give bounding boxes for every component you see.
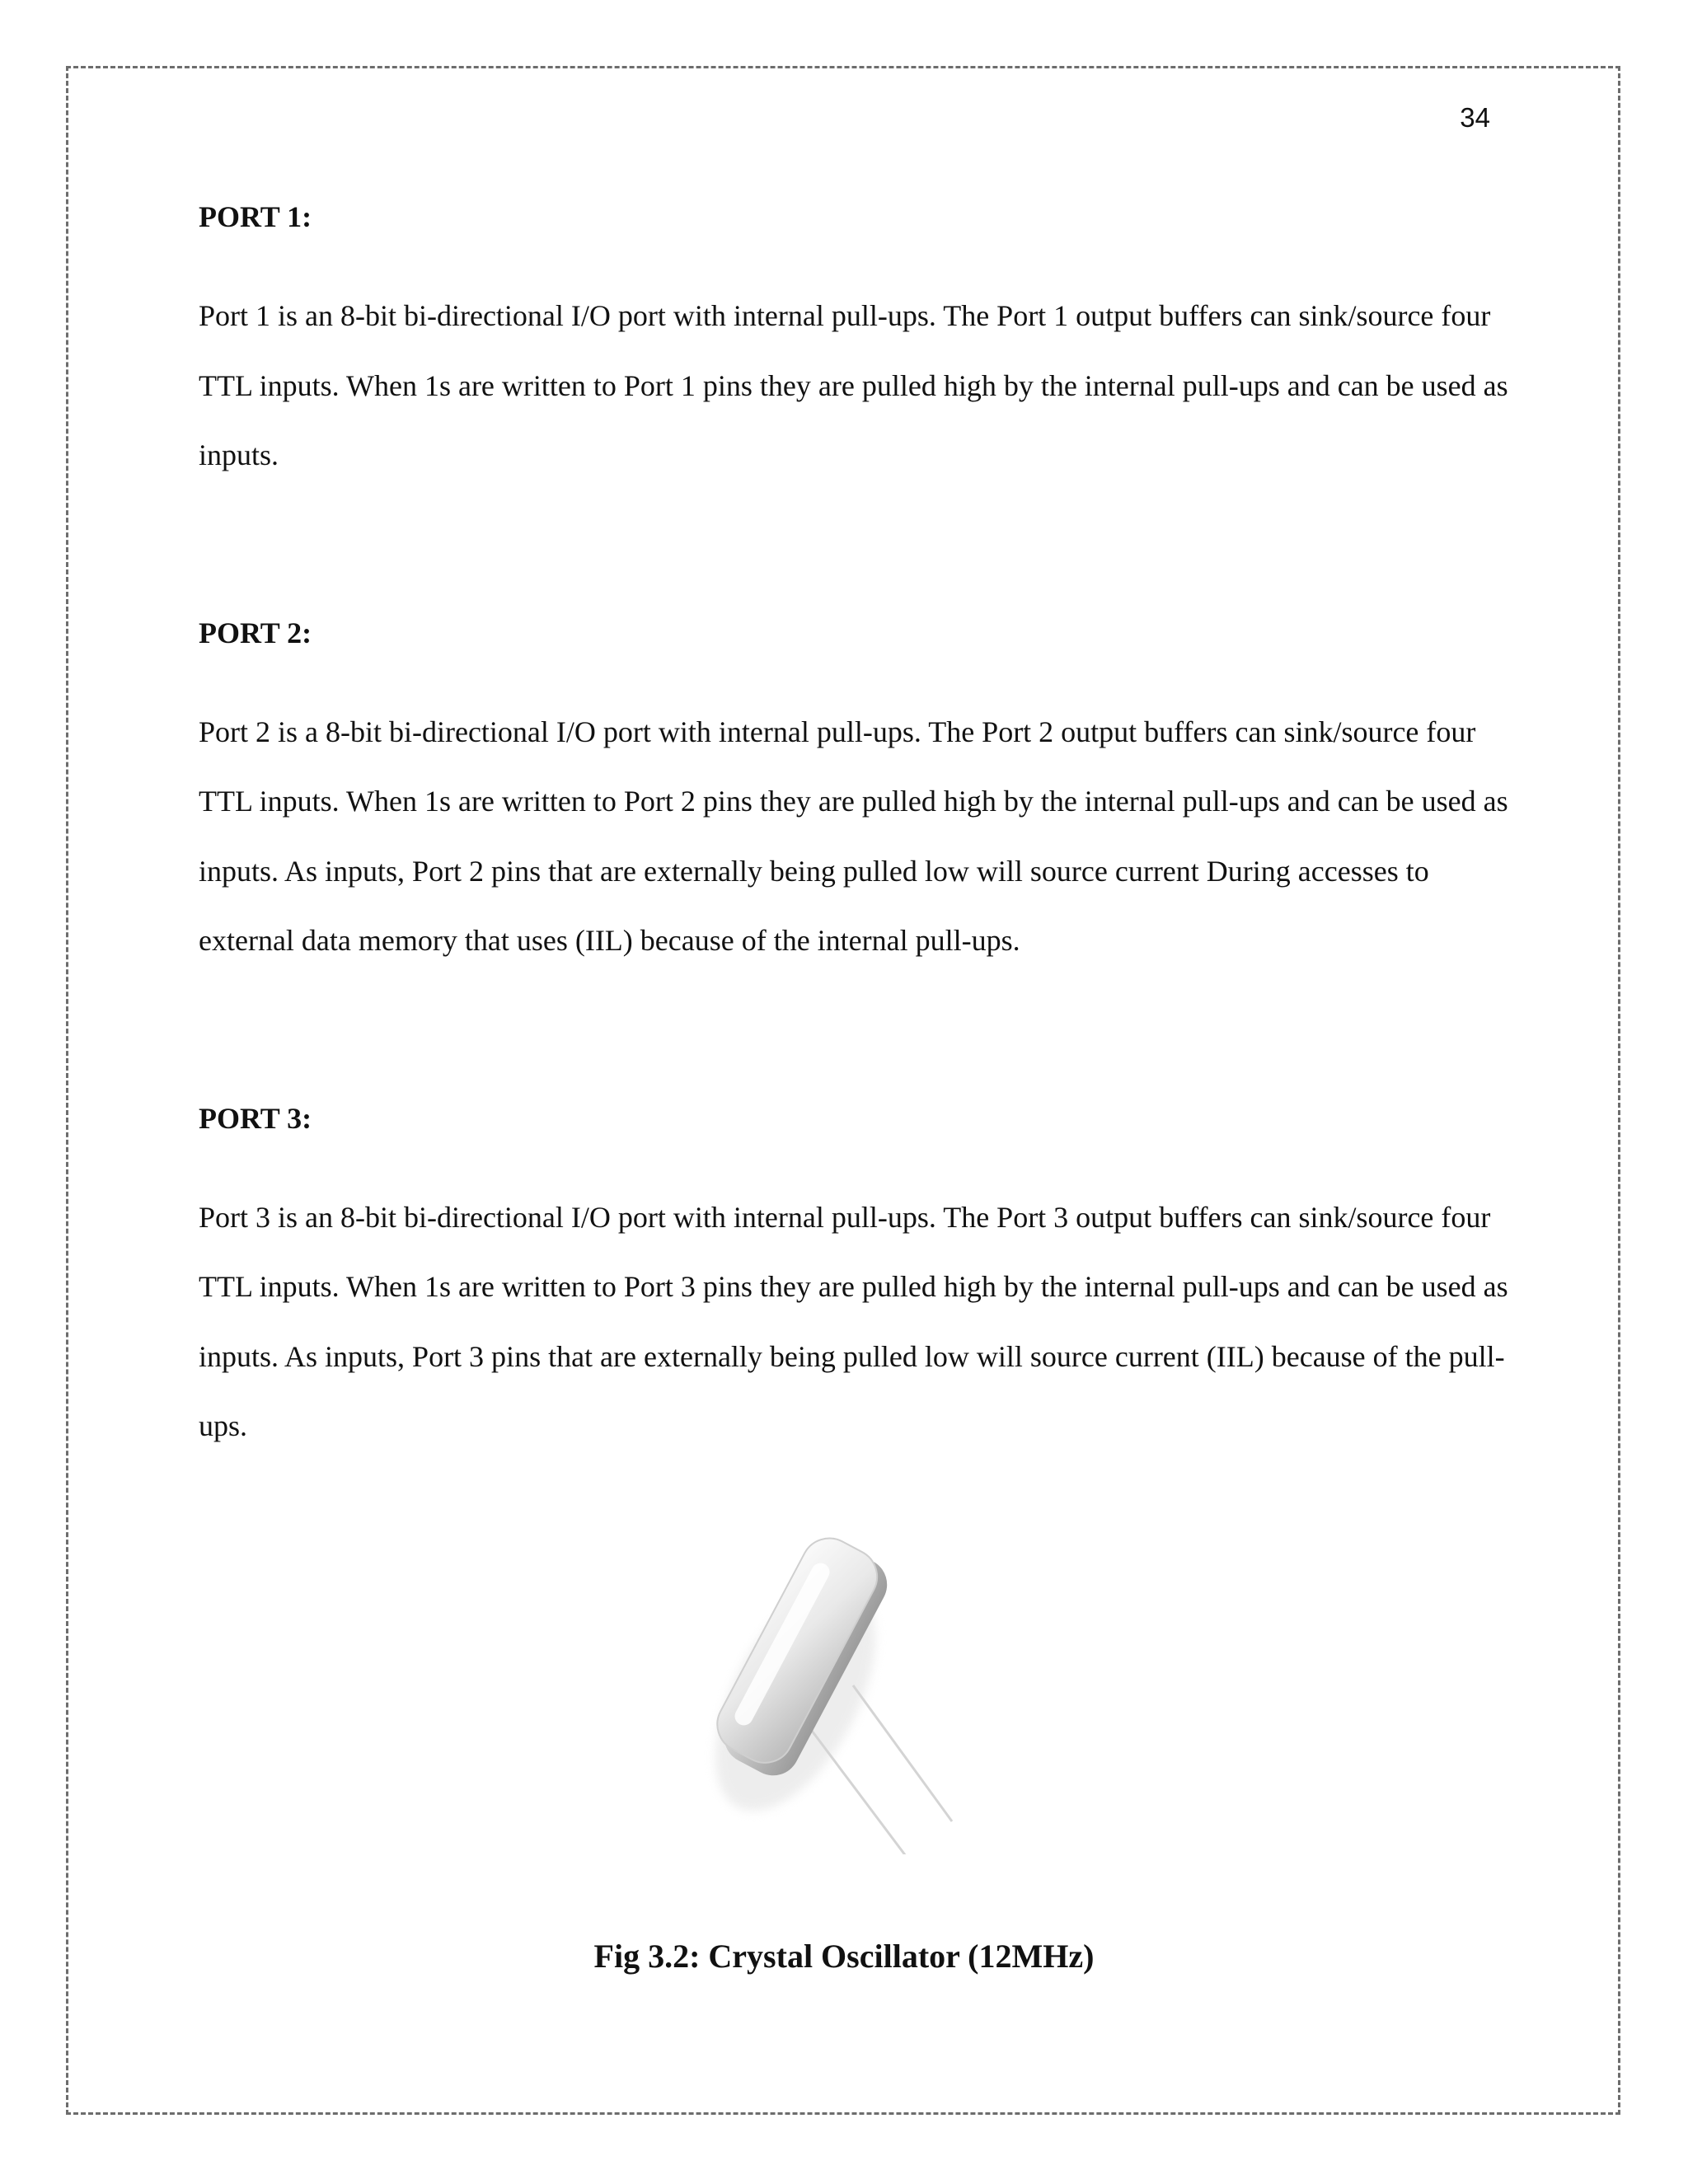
section-paragraph: Port 1 is an 8-bit bi-directional I/O port with internal pull-ups. The Port 1 output buffers can sink/source four TTL inputs. When 1s are written to Port 1 pins they are pulled high by the internal pull-ups and can be used as inputs. (199, 299, 1508, 471)
section-port-3 (199, 1101, 1517, 1461)
section-port-2 (199, 618, 1517, 976)
section-paragraph: Port 2 is a 8-bit bi-directional I/O port with internal pull-ups. The Port 2 output buffers can sink/source four TTL inputs. When 1s are written to Port 2 pins they are pulled high by the internal pull-ups and can be used as inputs. As inputs, Port 2 pins that are externally being pulled low will source current During accesses to external data memory that uses (IIL) because of the internal pull-ups. (199, 715, 1508, 957)
document-body (199, 185, 1517, 1461)
section-port-1 (199, 202, 1517, 490)
section-heading: PORT 3: (199, 1101, 312, 1135)
crystal-oscillator-figure (668, 1508, 1014, 1854)
figure-caption: Fig 3.2: Crystal Oscillator (12MHz) (593, 1938, 1095, 1975)
page-number: 34 (1460, 102, 1490, 133)
section-heading: PORT 1: (199, 200, 312, 233)
lead-pin (853, 1685, 952, 1821)
section-paragraph: Port 3 is an 8-bit bi-directional I/O port with internal pull-ups. The Port 3 output buffers can sink/source four TTL inputs. When 1s are written to Port 3 pins they are pulled high by the internal pull-ups and can be used as inputs. As inputs, Port 3 pins that are externally being pulled low will source current (IIL) because of the pull-ups. (199, 1200, 1508, 1442)
section-heading: PORT 2: (199, 616, 312, 649)
crystal-oscillator-icon (668, 1508, 1014, 1854)
